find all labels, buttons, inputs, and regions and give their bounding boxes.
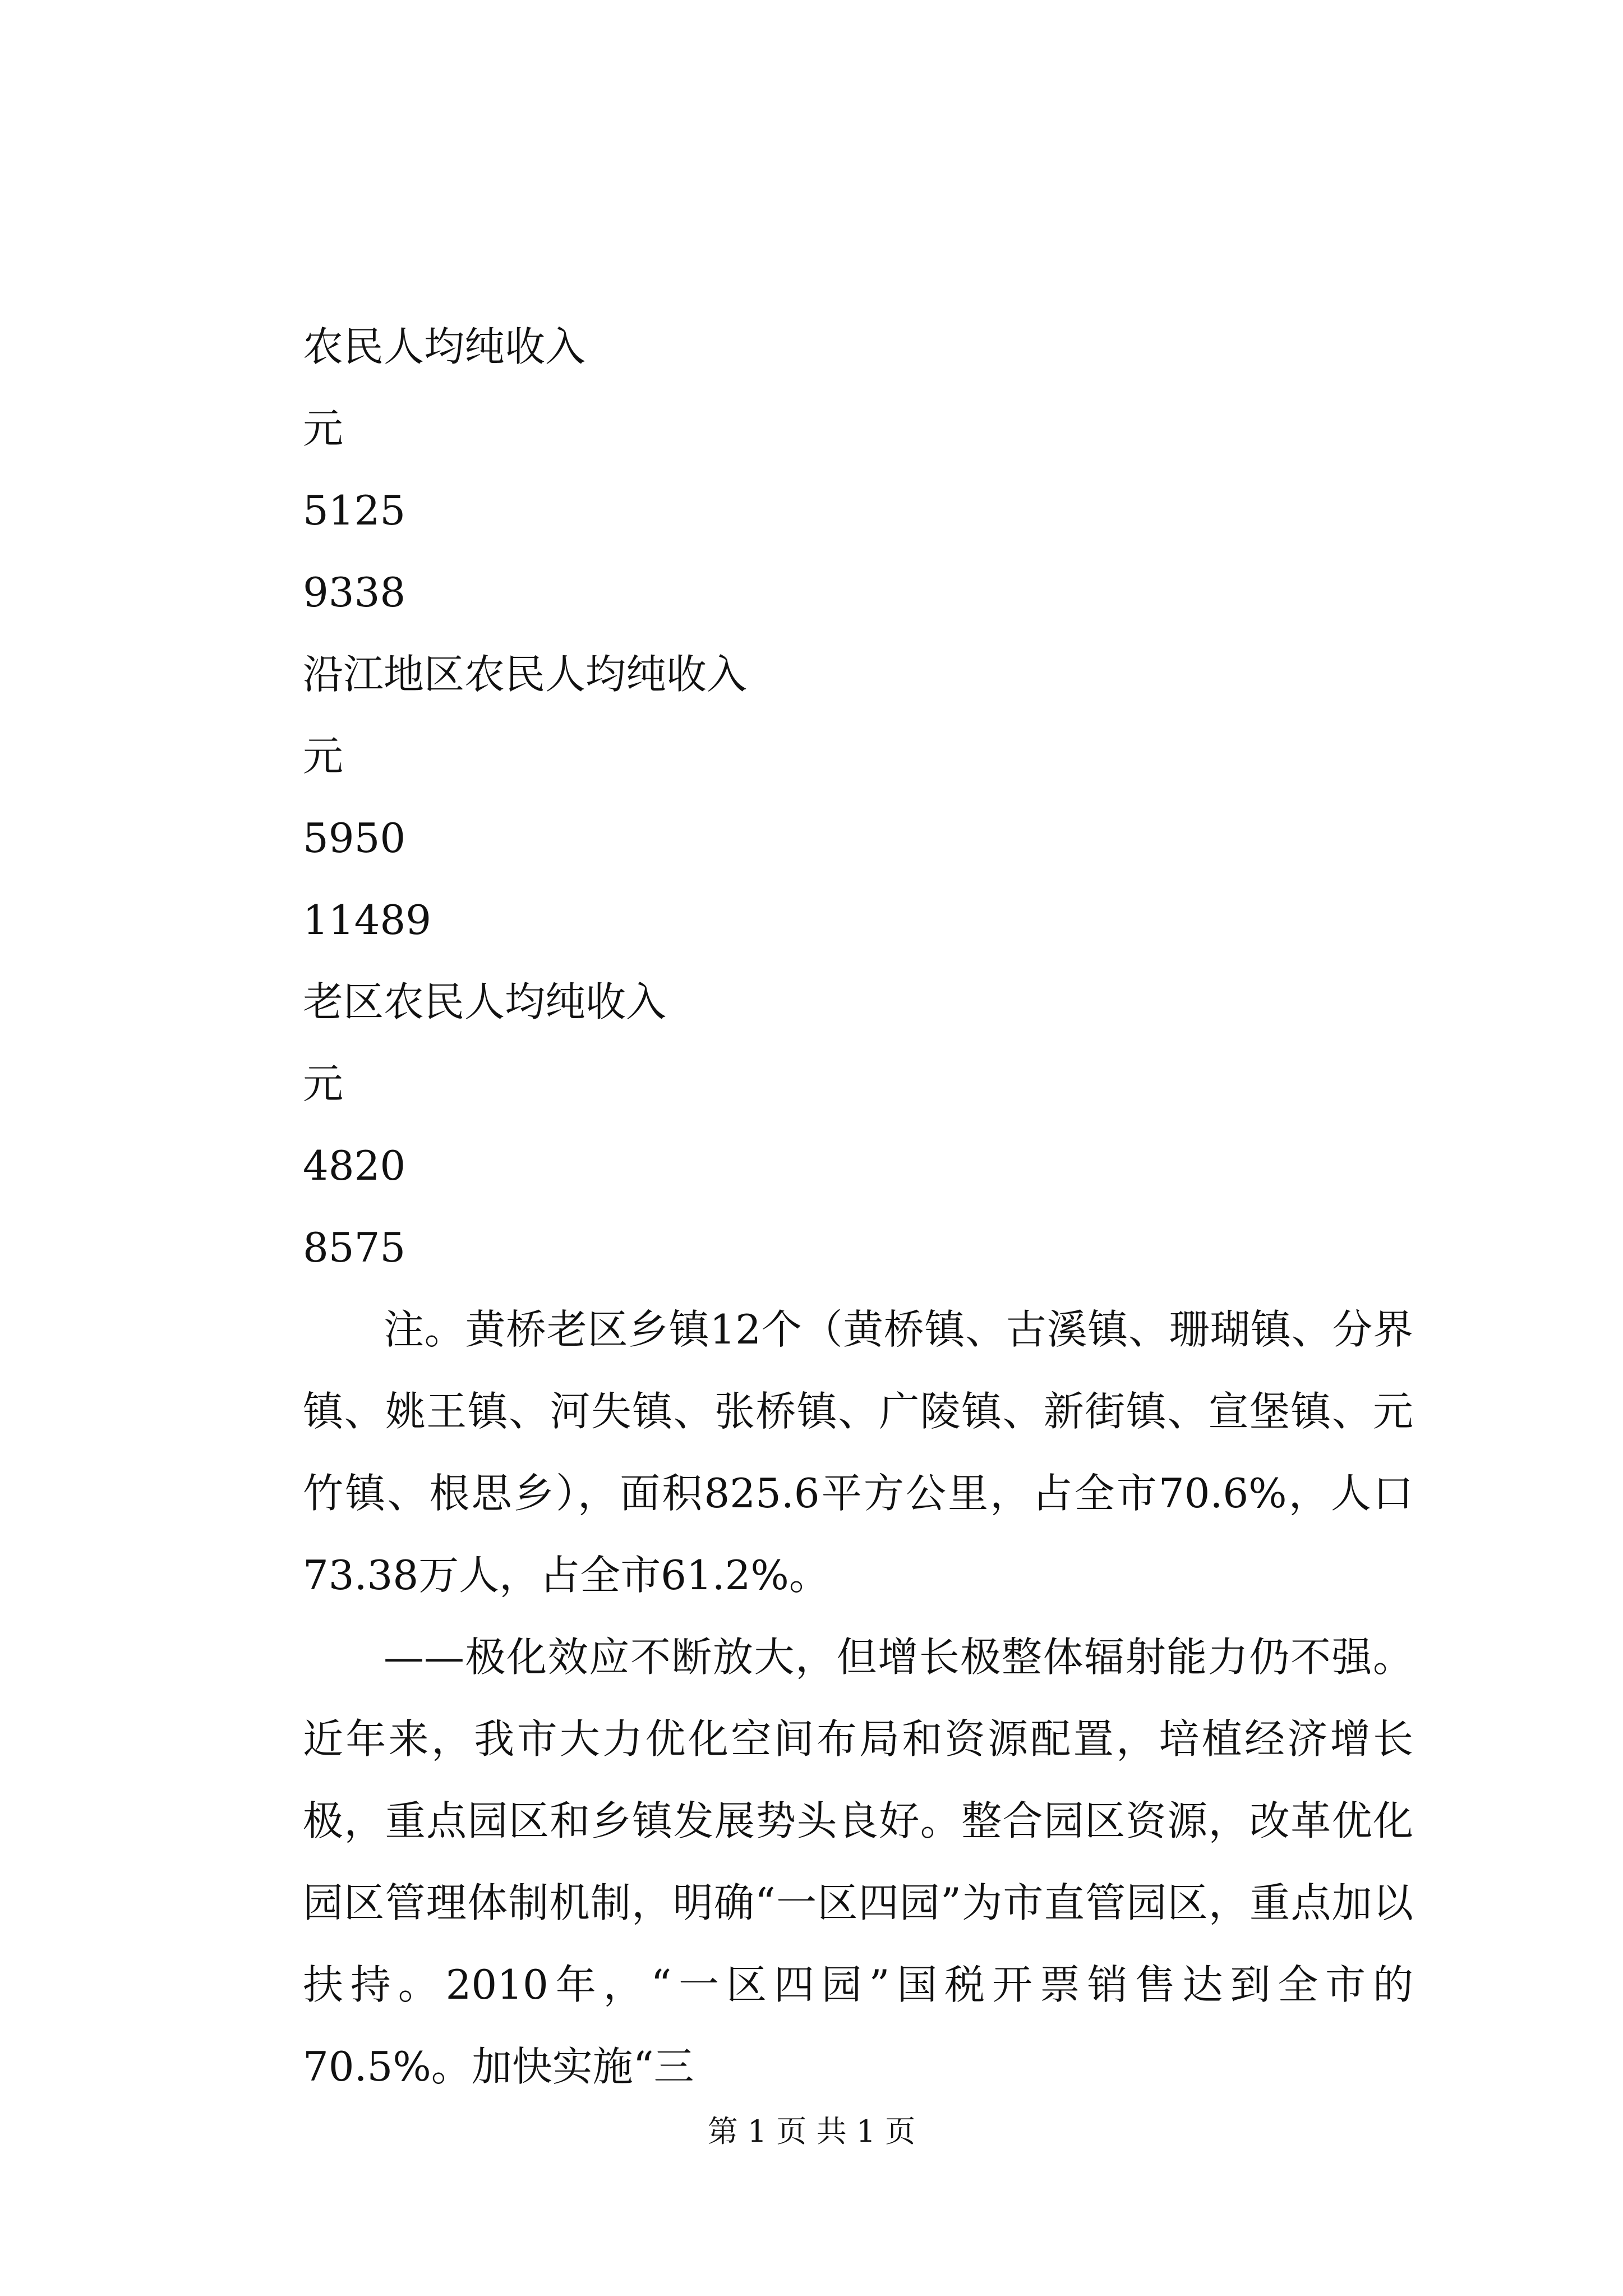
text-line: 元 xyxy=(303,1060,344,1107)
text-line: 9338 xyxy=(303,569,406,616)
note-paragraph: 注。黄桥老区乡镇12个（黄桥镇、古溪镇、珊瑚镇、分界镇、姚王镇、河失镇、张桥镇、广陵镇、新街镇、宣堡镇、元竹镇、根思乡），面积825.6平方公里，占全市70.6%，人口73.38万人，占全市61.2%。 xyxy=(303,1306,1413,1599)
text-line: 老区农民人均纯收入 xyxy=(303,978,667,1025)
text-line: 8575 xyxy=(303,1224,406,1271)
text-line: 5950 xyxy=(303,815,406,862)
text-line: 元 xyxy=(303,733,344,780)
document-body xyxy=(303,306,1413,2108)
text-line: 元 xyxy=(303,405,344,452)
text-line: 农民人均纯收入 xyxy=(303,323,586,370)
body-paragraph: ——极化效应不断放大，但增长极整体辐射能力仍不强。近年来，我市大力优化空间布局和资源配置，培植经济增长极，重点园区和乡镇发展势头良好。整合园区资源，改革优化园区管理体制机制，明确“一区四园”为市直管园区，重点加以扶持。2010年，“一区四园”国税开票销售达到全市的70.5%。加快实施“三 xyxy=(303,1634,1413,2090)
text-line: 沿江地区农民人均纯收入 xyxy=(303,651,748,698)
text-line: 4820 xyxy=(303,1142,406,1189)
page-footer: 第 1 页 共 1 页 xyxy=(707,2114,916,2149)
text-line: 5125 xyxy=(303,487,406,534)
text-line: 11489 xyxy=(303,896,432,944)
